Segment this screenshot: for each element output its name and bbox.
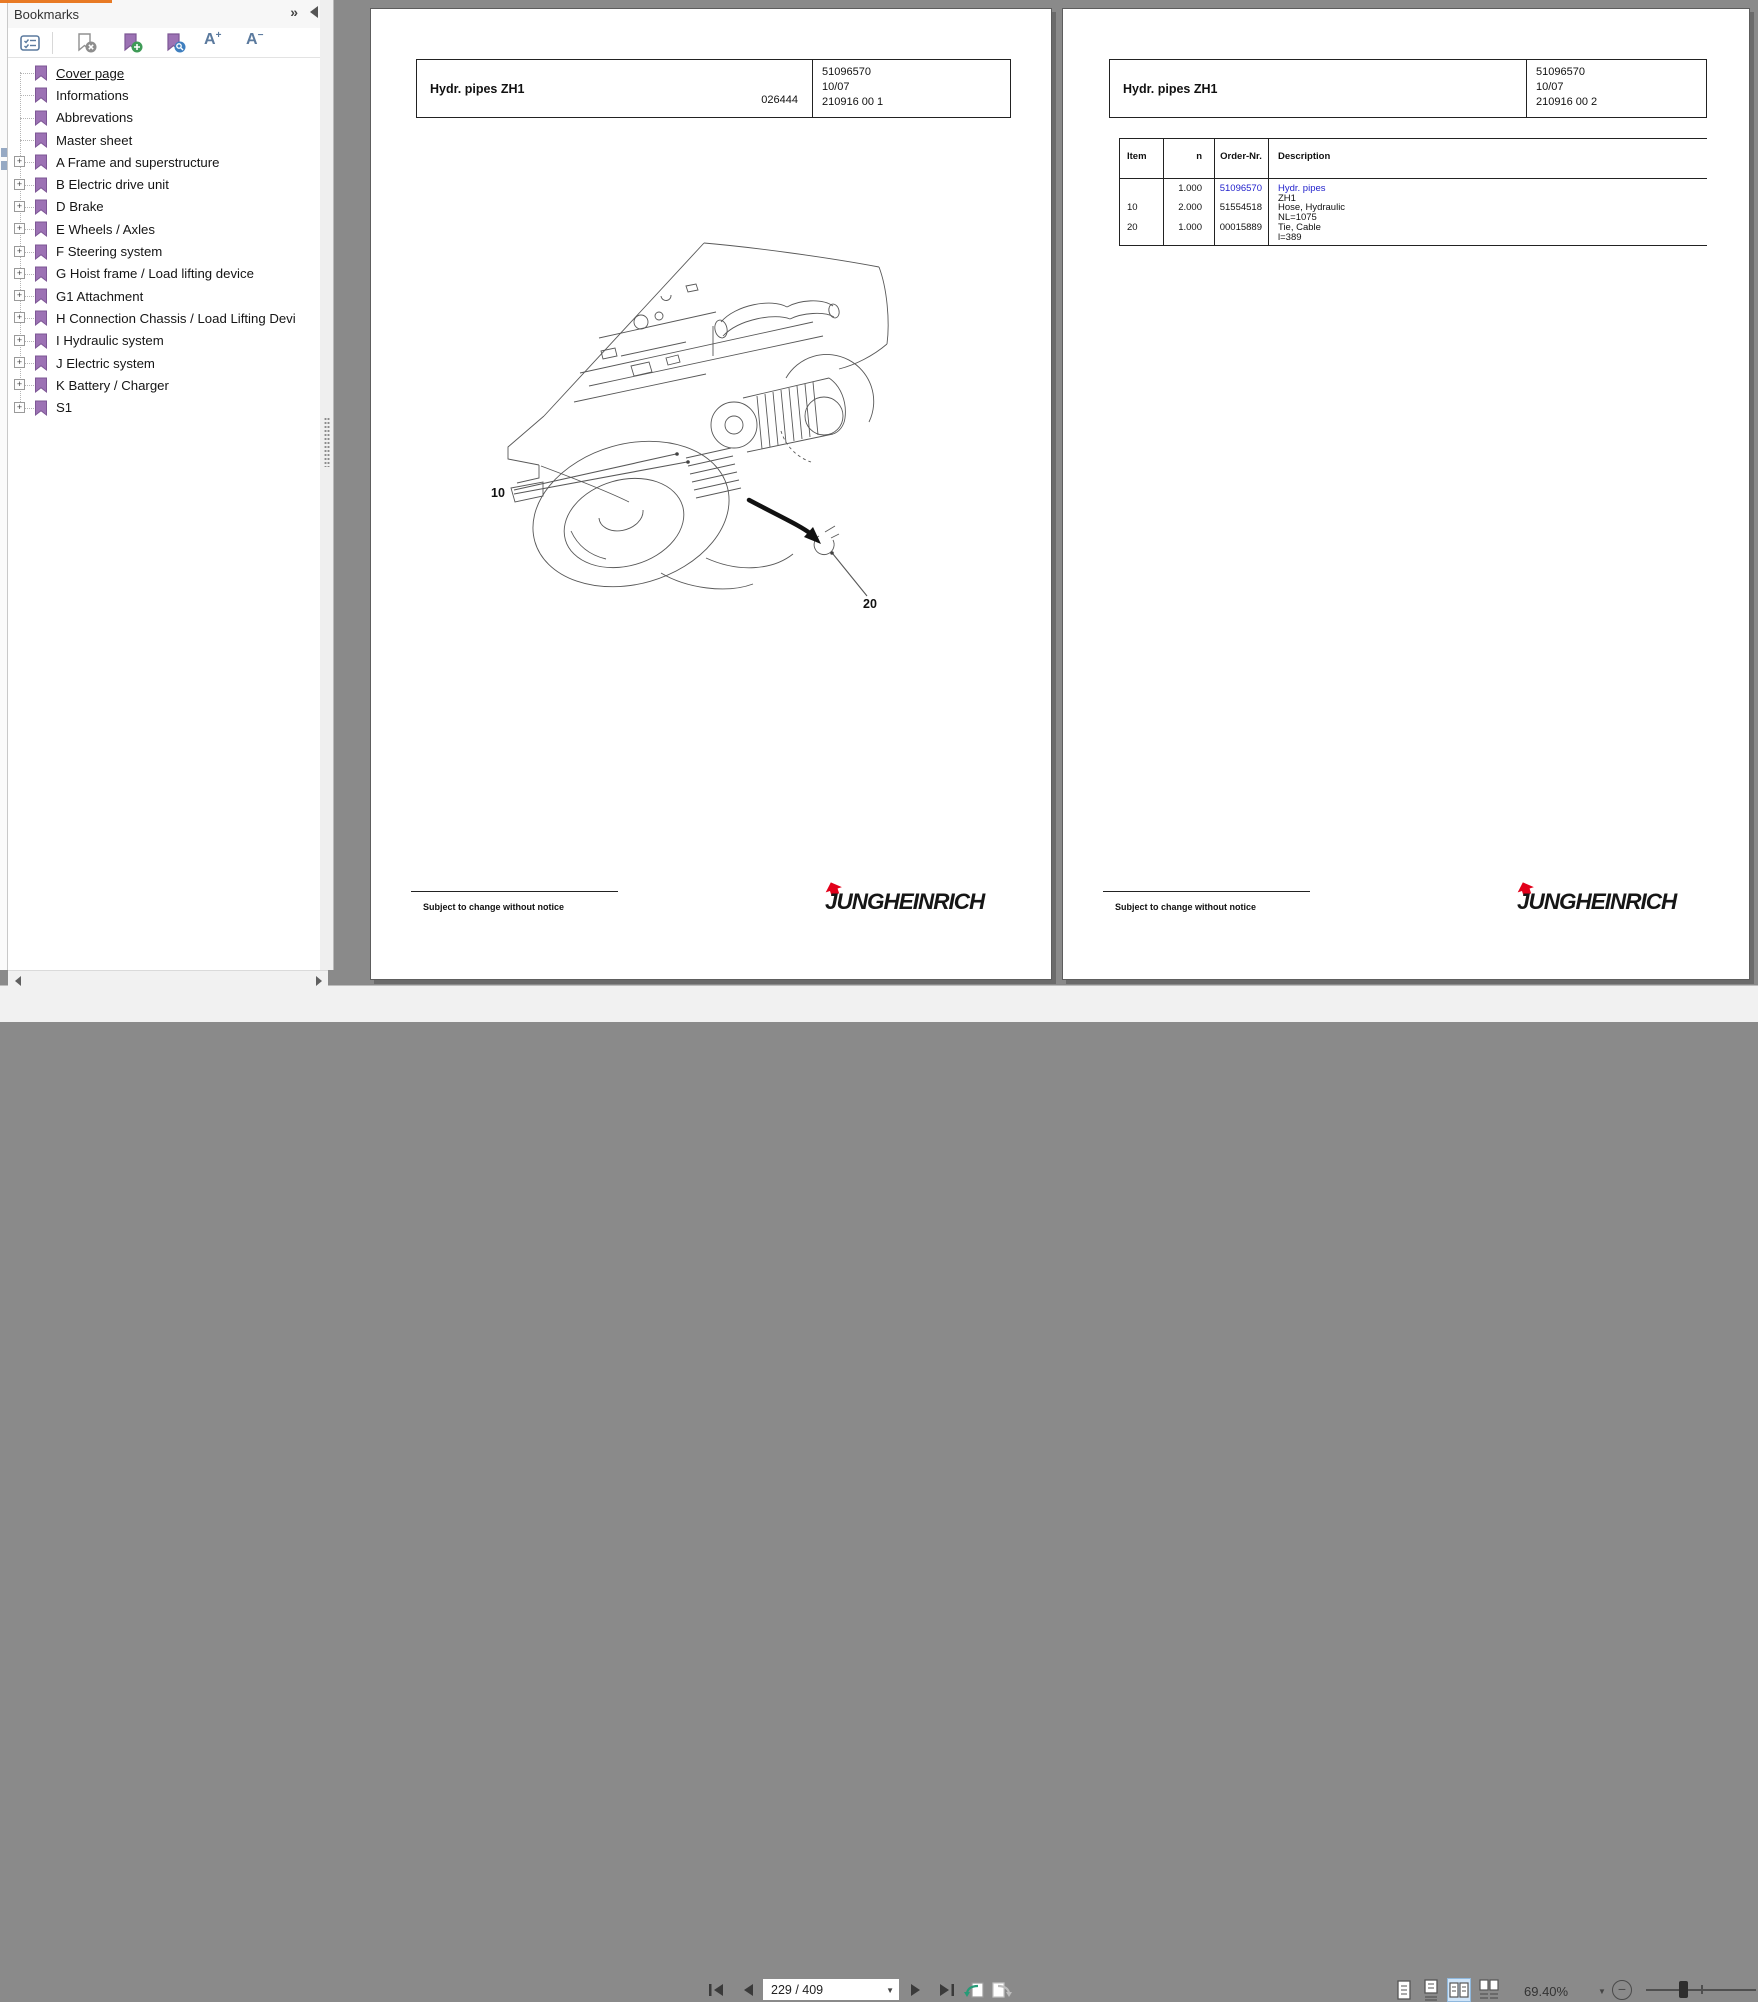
bookmark-item[interactable] (8, 374, 320, 396)
bookmark-ribbon-icon (34, 87, 48, 103)
bookmark-ribbon-icon (34, 244, 48, 260)
first-page-button[interactable] (704, 1980, 728, 2000)
expander-plus-icon[interactable]: + (14, 402, 25, 413)
cell-item (1119, 184, 1163, 203)
delete-bookmark-icon[interactable] (74, 31, 98, 55)
panel-collapse-icon[interactable] (310, 6, 318, 18)
col-header-n: n (1196, 151, 1202, 162)
page-right (1062, 8, 1750, 980)
bookmark-item[interactable] (8, 396, 320, 418)
panel-title: Bookmarks (14, 7, 80, 22)
bookmark-ribbon-icon (34, 132, 48, 148)
bookmark-ribbon-icon (34, 400, 48, 416)
expander-plus-icon[interactable]: + (14, 335, 25, 346)
bookmark-label: S1 (56, 400, 73, 416)
bookmark-item[interactable] (8, 62, 320, 84)
ref-sheet-number: 210916 00 2 (1536, 95, 1598, 108)
tree-connector (8, 285, 34, 307)
cell-quantity: 2.000 (1178, 202, 1202, 214)
two-page-scroll-view-button[interactable] (1477, 1978, 1501, 2002)
bookmark-label: F Steering system (56, 244, 163, 260)
bookmark-label: Master sheet (56, 132, 133, 148)
scroll-right-arrow[interactable] (310, 972, 327, 990)
bookmark-label: A Frame and superstructure (56, 154, 220, 170)
zoom-slider-handle[interactable] (1679, 1981, 1688, 1998)
bookmark-ribbon-icon (34, 65, 48, 81)
tree-connector (8, 129, 34, 151)
bookmark-label: G1 Attachment (56, 288, 144, 304)
document-area (334, 0, 1758, 985)
col-header-description: Description (1278, 151, 1331, 162)
table-row (1119, 203, 1707, 222)
col-header-order-nr: Order-Nr. (1220, 151, 1262, 162)
jungheinrich-logo (821, 881, 997, 915)
bookmark-options-icon[interactable] (18, 31, 42, 55)
bookmark-label: K Battery / Charger (56, 377, 169, 393)
bookmark-ribbon-icon (34, 310, 48, 326)
expander-plus-icon[interactable]: + (14, 179, 25, 190)
tree-connector (8, 107, 34, 129)
footer-note: Subject to change without notice (423, 902, 565, 912)
bookmark-ribbon-icon (34, 110, 48, 126)
tree-connector (8, 173, 34, 195)
sidebar-horizontal-scrollbar[interactable] (8, 970, 328, 990)
page-combo-caret-icon[interactable]: ▼ (886, 1986, 894, 1995)
bookmark-label: G Hoist frame / Load lifting device (56, 266, 254, 282)
page-left (370, 8, 1052, 980)
tree-connector (8, 352, 34, 374)
cell-item: 10 (1127, 202, 1138, 214)
cell-item: 20 (1127, 221, 1138, 233)
parts-table-body (1119, 184, 1707, 242)
expander-plus-icon[interactable]: + (14, 246, 25, 257)
bookmark-item[interactable] (8, 151, 320, 173)
ref-sheet-number: 210916 00 1 (822, 95, 884, 108)
cell-description: Tie, Cable l=389 (1278, 221, 1321, 243)
rail-icon (1, 161, 7, 170)
page-doc-title: Hydr. pipes ZH1 (1123, 81, 1218, 96)
bookmark-item[interactable] (8, 330, 320, 352)
zoom-level-label[interactable]: 69.40% (1524, 1984, 1569, 1999)
cell-description: Hose, Hydraulic NL=1075 (1278, 202, 1346, 224)
bookmark-item[interactable] (8, 218, 320, 240)
next-page-button[interactable] (904, 1980, 928, 2000)
bookmark-ribbon-icon (34, 154, 48, 170)
tree-connector (8, 62, 34, 84)
left-header-table (416, 59, 1011, 118)
footer-rule (1103, 891, 1310, 892)
table-row (1119, 184, 1707, 203)
header-ref-cell (1527, 60, 1706, 117)
bookmark-item[interactable] (8, 129, 320, 151)
bookmark-ribbon-icon (34, 177, 48, 193)
bookmark-item[interactable] (8, 196, 320, 218)
bookmark-item[interactable] (8, 84, 320, 106)
bookmark-item[interactable] (8, 352, 320, 374)
expander-plus-icon[interactable]: + (14, 379, 25, 390)
bookmark-ribbon-icon (34, 266, 48, 282)
bookmark-ribbon-icon (34, 221, 48, 237)
expander-plus-icon[interactable]: + (14, 290, 25, 301)
bookmark-label: I Hydraulic system (56, 333, 164, 349)
expander-plus-icon[interactable]: + (14, 357, 25, 368)
bookmark-label: B Electric drive unit (56, 177, 169, 193)
tree-connector (8, 263, 34, 285)
ref-order-number: 51096570 (822, 66, 871, 78)
zoom-caret-icon[interactable]: ▼ (1598, 1987, 1606, 1996)
page-number-combo (762, 1978, 900, 2001)
tree-connector (8, 196, 34, 218)
footer-rule (411, 891, 618, 892)
continuous-scroll-view-button[interactable] (1419, 1978, 1443, 2002)
tree-connector (8, 218, 34, 240)
bookmark-item[interactable] (8, 285, 320, 307)
ref-date: 10/07 (822, 80, 850, 93)
callout-label-20: 20 (863, 597, 877, 611)
tree-connector (8, 240, 34, 262)
tree-connector (8, 307, 34, 329)
bookmark-label: Informations (56, 87, 129, 103)
bookmark-label: J Electric system (56, 355, 155, 371)
bookmarks-panel-header (8, 0, 320, 28)
bookmark-ribbon-icon (34, 355, 48, 371)
bookmark-label: Abbrevations (56, 110, 133, 126)
callout-label-10: 10 (491, 486, 505, 500)
right-header-table (1109, 59, 1707, 118)
next-view-button[interactable] (990, 1980, 1014, 2000)
ref-date: 10/07 (1536, 80, 1564, 93)
toolbar-separator (52, 32, 53, 54)
panel-options-chevrons-icon[interactable]: » (290, 4, 298, 20)
previous-page-button[interactable] (736, 1980, 760, 2000)
previous-view-button[interactable] (962, 1980, 986, 2000)
bookmarks-panel (8, 0, 320, 970)
cell-description: Hydr. pipes ZH1 (1278, 183, 1326, 204)
bookmark-item[interactable] (8, 307, 320, 329)
bookmark-ribbon-icon (34, 288, 48, 304)
bookmarks-toolbar (8, 28, 320, 58)
cell-order-nr[interactable]: 51554518 (1219, 202, 1262, 214)
expander-plus-icon[interactable]: + (14, 223, 25, 234)
increase-text-size-icon[interactable]: A+ (204, 30, 222, 48)
expander-plus-icon[interactable]: + (14, 156, 25, 167)
header-title-cell (417, 60, 813, 117)
active-tab-accent-bar (0, 0, 112, 3)
divider-grip-handle[interactable] (324, 417, 330, 467)
single-page-view-button[interactable] (1392, 1978, 1416, 2002)
last-page-button[interactable] (934, 1980, 958, 2000)
bottom-toolbar (0, 985, 1758, 1999)
svg-text:JUNGHEINRICH: JUNGHEINRICH (1517, 889, 1677, 914)
bookmark-label: Cover page (56, 65, 125, 81)
svg-text:JUNGHEINRICH: JUNGHEINRICH (825, 889, 985, 914)
header-title-cell (1110, 60, 1527, 117)
bookmark-label: E Wheels / Axles (56, 221, 155, 237)
bookmark-item[interactable] (8, 263, 320, 285)
page-doc-title: Hydr. pipes ZH1 (430, 81, 525, 96)
bookmark-ribbon-icon (34, 333, 48, 349)
table-row (1119, 223, 1707, 242)
sheet-code: 026444 (761, 94, 798, 106)
cell-quantity: 1.000 (1178, 183, 1202, 194)
parts-table (1119, 138, 1707, 246)
rail-icon (1, 148, 7, 157)
expander-plus-icon[interactable]: + (14, 312, 25, 323)
cell-order-nr[interactable]: 51096570 (1219, 183, 1262, 194)
technical-drawing (481, 226, 911, 636)
scroll-left-arrow[interactable] (9, 972, 26, 990)
zoom-out-button[interactable]: − (1612, 1980, 1632, 2000)
find-current-bookmark-icon[interactable] (163, 31, 187, 55)
decrease-text-size-icon[interactable]: A− (246, 30, 264, 48)
tree-connector (8, 396, 34, 418)
header-ref-cell (813, 60, 1010, 117)
cell-order-nr[interactable]: 00015889 (1219, 221, 1262, 233)
bookmark-ribbon-icon (34, 377, 48, 393)
expander-plus-icon[interactable]: + (14, 201, 25, 212)
tree-connector (8, 84, 34, 106)
panel-resize-divider[interactable] (320, 0, 334, 970)
cell-quantity: 1.000 (1178, 221, 1202, 233)
bookmark-ribbon-icon (34, 199, 48, 215)
jungheinrich-logo (1513, 881, 1689, 915)
tree-connector (8, 151, 34, 173)
bookmarks-tree (8, 62, 320, 422)
zoom-slider-tick (1701, 1985, 1703, 1994)
footer-note: Subject to change without notice (1115, 902, 1257, 912)
col-header-item: Item (1127, 151, 1147, 162)
tree-connector (8, 330, 34, 352)
bookmark-item[interactable] (8, 107, 320, 129)
two-page-view-button[interactable] (1447, 1978, 1471, 2002)
page-number-input[interactable] (762, 1978, 900, 2001)
bookmark-label: D Brake (56, 199, 104, 215)
ref-order-number: 51096570 (1536, 66, 1585, 78)
bookmark-item[interactable] (8, 173, 320, 195)
expander-plus-icon[interactable]: + (14, 268, 25, 279)
parts-table-header-row (1119, 151, 1707, 162)
bookmark-label: H Connection Chassis / Load Lifting Devi (56, 310, 296, 326)
left-rail (0, 0, 8, 970)
tree-connector (8, 374, 34, 396)
bookmark-item[interactable] (8, 240, 320, 262)
new-bookmark-icon[interactable] (120, 31, 144, 55)
